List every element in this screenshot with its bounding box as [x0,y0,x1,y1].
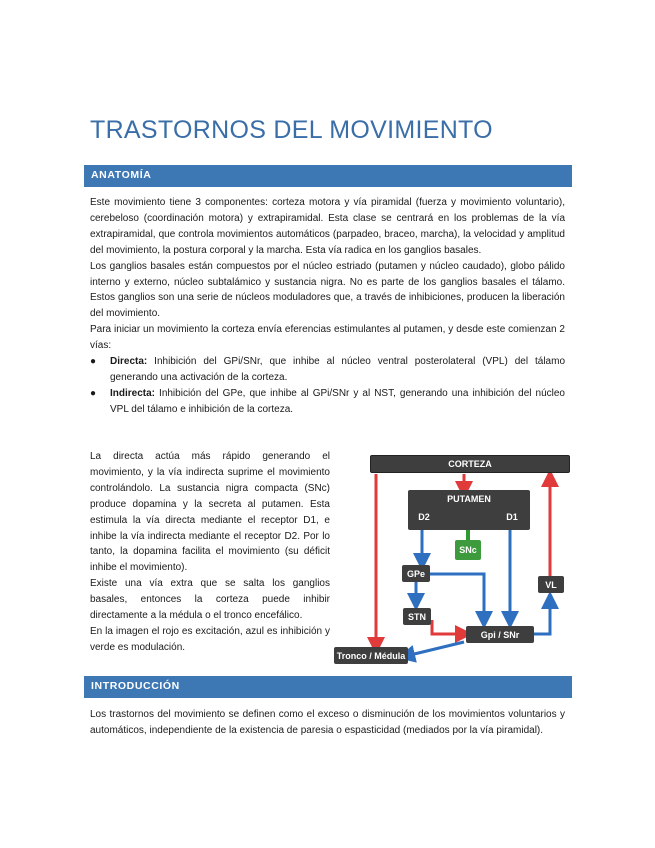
bullet-term: Directa: [110,356,148,368]
paragraph: Los trastornos del movimiento se definen como el exceso o disminución de los movimientos voluntarios y automáticos, independiente de la existencia de paresia o espasticidad (mediados por la vía piramidal). [90,709,565,736]
corteza-node: CORTEZA [370,455,570,473]
bullet-term: Indirecta: [110,387,156,399]
stn-node: STN [403,608,431,625]
paragraph: Este movimiento tiene 3 componentes: corteza motora y vía piramidal (fuerza y movimiento voluntario), cerebeloso (coordinación motora) y extrapiramidal. Esta clase se centrará en los problemas de la vía extrapiramidal, que controla movimientos automáticos (parpadeo, braceo, marcha), la velocidad y amplitud del movimiento, la postura corporal y la marcha. Esta vía radica en los ganglios basales. [90,197,565,256]
arrow-stn-gpi [432,620,464,634]
bullet-text: Inhibición del GPi/SNr, que inhibe al núcleo ventral posterolateral (VPL) del tálamo generando una activación de la corteza. [110,356,565,383]
bullet-icon: ● [90,387,97,399]
section-header-label: ANATOMÍA [91,169,152,181]
introduccion-body [90,707,565,739]
snc-node: SNc [455,540,481,560]
paragraph: Los ganglios basales están compuestos por el núcleo estriado (putamen y núcleo caudado), globo pálido interno y externo, núcleo subtalámico y sustancia nigra. No es parte de los ganglios basales el tálamo. Estos ganglios son una serie de núcleos moduladores que, a través de inhibiciones, producen la liberación del movimiento. [90,260,565,320]
list-item [90,386,565,418]
paragraph: La directa actúa más rápido generando el movimiento, y la vía indirecta suprime el movimiento controlándolo. La sustancia nigra compacta (SNc) produce dopamina y la secreta al putamen. Esta estimula la vía directa mediante el receptor D1, e inhibe la vía indirecta mediante el receptor D2. Por lo tanto, la dopamina facilita el movimiento (su déficit inhibe el movimiento). [90,451,330,574]
section-header-anatomia [84,165,572,187]
gpi-snr-node: Gpi / SNr [466,626,534,643]
gpe-node: GPe [402,565,430,582]
anatomia-body-narrow [90,449,330,656]
bullet-text: Inhibición del GPe, que inhibe al GPi/SNr y al NST, generando una inhibición del núcleo VPL del tálamo e inhibición de la corteza. [110,387,565,415]
diagram-arrows [334,450,574,670]
vl-node: VL [538,576,564,593]
section-header-label: INTRODUCCIÓN [91,680,180,692]
tronco-medula-node: Tronco / Médula [334,647,408,664]
page-title: TRASTORNOS DEL MOVIMIENTO [90,116,493,144]
anatomia-body [90,195,565,418]
arrow-gpi-vl [534,600,550,634]
arrow-gpe-gpi [430,574,484,620]
bullet-icon: ● [90,356,97,368]
basal-ganglia-diagram [334,450,574,670]
paragraph: Para iniciar un movimiento la corteza envía eferencias estimulantes al putamen, y desde este comienzan 2 vías: [90,324,565,352]
arrow-gpi-tronco [406,642,464,656]
paragraph: Existe una vía extra que se salta los ganglios basales, entonces la corteza puede inhibir directamente a la médula o el tronco encefálico. [90,578,330,622]
d1-label: D1 [506,512,518,522]
paragraph: En la imagen el rojo es excitación, azul es inhibición y verde es modulación. [90,625,330,653]
section-header-introduccion [84,676,572,698]
d2-label: D2 [418,512,430,522]
list-item [90,354,565,386]
putamen-label: PUTAMEN [447,494,491,504]
